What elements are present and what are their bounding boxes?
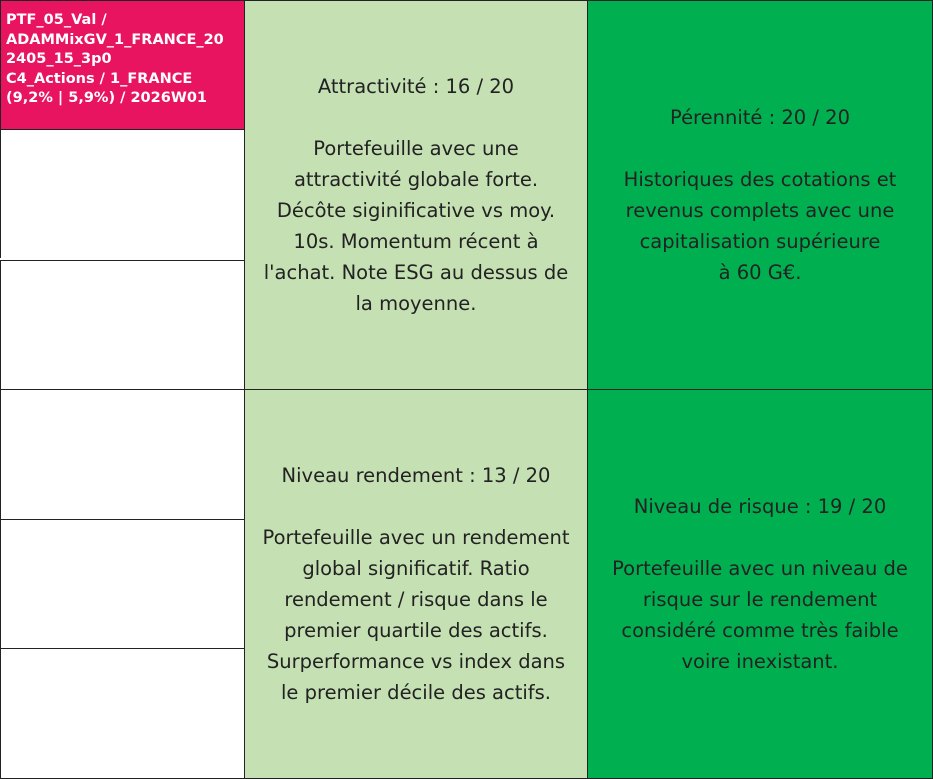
- empty-cell[interactable]: [0, 129, 245, 260]
- empty-cell[interactable]: [0, 648, 245, 779]
- description-line: global significatif. Ratio: [302, 557, 530, 580]
- risque-card[interactable]: [587, 389, 933, 779]
- description-line: premier quartile des actifs.: [284, 619, 548, 642]
- description-line: à 60 G€.: [718, 261, 802, 284]
- perennite-description: [588, 164, 932, 288]
- description-line: attractivité globale forte.: [293, 168, 539, 191]
- risque-description: [588, 553, 932, 677]
- description-line: Portefeuille avec un rendement: [262, 526, 570, 549]
- rendement-score-title: Niveau rendement : 13 / 20: [281, 464, 551, 487]
- perennite-score-title: Pérennité : 20 / 20: [670, 106, 850, 129]
- description-line: Historiques des cotations et: [623, 168, 897, 191]
- description-line: Décôte siginificative vs moy.: [276, 199, 556, 222]
- risque-score-title: Niveau de risque : 19 / 20: [633, 495, 887, 518]
- portfolio-header-line: 2405_15_3p0: [6, 51, 112, 67]
- description-line: revenus complets avec une: [625, 199, 895, 222]
- description-line: le premier décile des actifs.: [280, 681, 552, 704]
- rendement-content: [245, 460, 587, 708]
- empty-cell[interactable]: [0, 260, 245, 390]
- description-line: capitalisation supérieure: [639, 230, 881, 253]
- perennite-content: [588, 102, 932, 288]
- description-line: risque sur le rendement: [642, 588, 878, 611]
- description-line: rendement / risque dans le: [284, 588, 548, 611]
- rendement-description: [245, 522, 587, 708]
- description-line: la moyenne.: [355, 292, 477, 315]
- portfolio-header-line: (9,2% | 5,9%) / 2026W01: [6, 90, 207, 106]
- attractivite-score-title: Attractivité : 16 / 20: [317, 75, 515, 98]
- description-line: Surperformance vs index dans: [266, 650, 566, 673]
- attractivite-card[interactable]: [244, 0, 588, 390]
- description-line: Portefeuille avec une: [313, 137, 519, 160]
- perennite-card[interactable]: [587, 0, 933, 390]
- portfolio-header-line: PTF_05_Val /: [6, 12, 107, 28]
- empty-cell[interactable]: [0, 389, 245, 520]
- risque-content: [588, 491, 932, 677]
- description-line: 10s. Momentum récent à: [293, 230, 539, 253]
- attractivite-content: [245, 71, 587, 319]
- description-line: voire inexistant.: [681, 650, 839, 673]
- attractivite-description: [245, 133, 587, 319]
- rendement-card[interactable]: [244, 389, 588, 779]
- portfolio-header-line: C4_Actions / 1_FRANCE: [6, 70, 193, 87]
- description-line: Portefeuille avec un niveau de: [612, 557, 908, 580]
- portfolio-header-cell[interactable]: [0, 0, 245, 130]
- description-line: l'achat. Note ESG au dessus de: [263, 261, 569, 284]
- empty-cell[interactable]: [0, 519, 245, 649]
- portfolio-header-line: ADAMMixGV_1_FRANCE_20: [6, 31, 224, 48]
- description-line: considéré comme très faible: [621, 619, 899, 642]
